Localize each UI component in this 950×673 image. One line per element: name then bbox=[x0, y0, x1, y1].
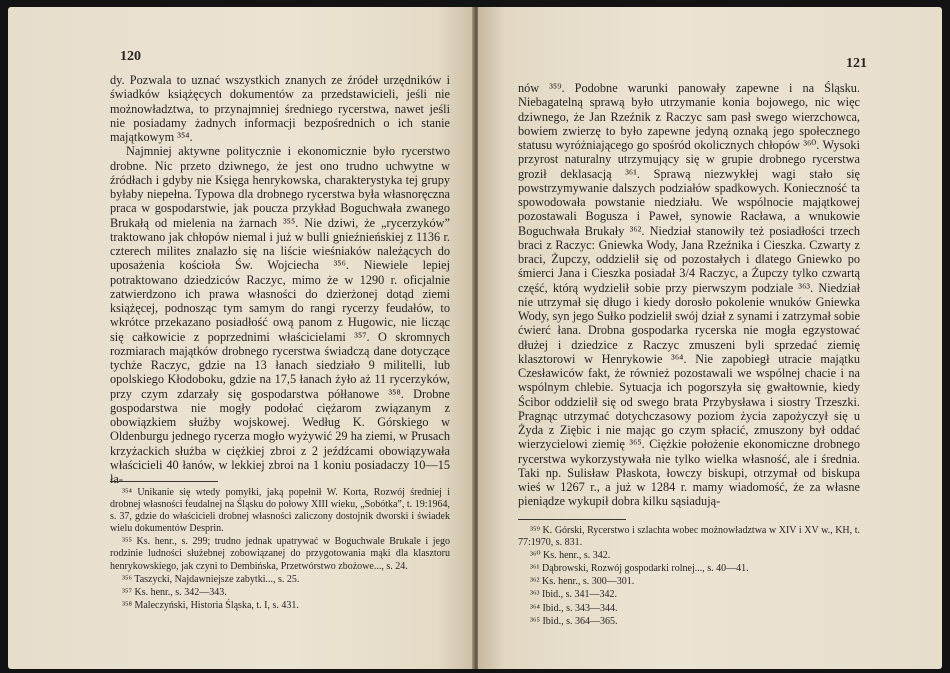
footnote: ³⁶¹ Dąbrowski, Rozwój gospodarki rolnej..., s. 40—41. bbox=[530, 563, 749, 575]
footnote: ³⁶² Ks. henr., s. 300—301. bbox=[530, 576, 635, 588]
paragraph: Najmniej aktywne politycznie i ekonomicznie było rycerstwo drobne. Nic przeto dziwnego, że jest ono trudno uchwytne w źródłach i gdyby nie Księga henrykowska, charakterystyka tej grupy byłaby niepełna. Typowa dla drobnego rycerstwa była własnoręczna praca w gospodarstwie, jak poucza przykład Boguchwała zwanego Brukałą od mielenia na żarnach ³⁵⁵. Nie dziwi, że „rycerzyków” traktowano jak chłopów niemal i już w bulli gnieźnieńskiej z 1136 r. czterech milites znalazło się na liście wieśniaków należących do uposażenia kościoła Św. Wojciecha ³⁵⁶. Niewiele lepiej potraktowano dziedziców Raczyc, mimo że w 1290 r. oficjalnie zatwierdzono ich prawa własności do dzierżonej dotąd ziemi książęcej, podnosząc tym samym do rangi rycerzy feudałów, to wkrótce przekazano posiadłość ową panom z Hugowic, nie licząc się całkowicie z poprzednimi właścicielami ³⁵⁷. O skromnych rozmiarach majątków drobnego rycerstwa świadczą dane dotyczące tychże Raczyc, gdzie na 13 łanach siedziało 9 militelli, lub opolskiego Kłodoboku, gdzie na 17,5 łanach żyło aż 11 rycerzyków, przy czym zdarzały się gospodarstwa półłanowe ³⁵⁸. Drobne gospodarstwa nie mogły podołać ciężarom związanym z obowiązkiem służby wojskowej. Według K. Górskiego w Oldenburgu jednego rycerza mogło wyżywić 29 ha ziemi, w Prusach krzyżackich służba w ciężkiej zbroi z 2 jeźdźcami obowiązywała właścicieli 40 łanów, w lekkiej zbroi na 1 koniu posiadaczy 10—15 ła- bbox=[110, 144, 450, 486]
footnote: ³⁶⁰ Ks. henr., s. 342. bbox=[530, 550, 611, 562]
footnote: ³⁵⁶ Taszycki, Najdawniejsze zabytki..., s. 25. bbox=[122, 573, 300, 585]
page-number: 120 bbox=[120, 49, 141, 64]
footnote: ³⁵⁵ Ks. henr., s. 299; trudno jednak upatrywać w Boguchwale Brukale i jego rodzinie ludności służebnej zobowiązanej do przygotowania mąki dla klasztoru henrykowskiego, jak czyni to Dembińska, Przetwórstwo zbożowe..., s. 24. bbox=[110, 536, 450, 572]
paragraph: dy. Pozwala to uznać wszystkich znanych ze źródeł urzędników i świadków książęcych dokumentów za przedstawicieli, jeśli nie możnowładztwa, to przynajmniej średniego rycerstwa, nawet jeśli nie posiadamy żadnych informacji bezpośrednich o ich stanie majątkowym ³⁵⁴. bbox=[110, 73, 450, 144]
footnotes bbox=[110, 487, 450, 613]
left-page bbox=[8, 7, 474, 669]
footnote: ³⁵⁴ Unikanie się wtedy pomyłki, jaką popełnił W. Korta, Rozwój średniej i drobnej własności feudalnej na Śląsku do połowy XIII wieku, „Sobótka”, t. 19:1964, s. 37, gdzie do właścicieli drobnej własności zaliczony dostojnik dworski i świadek wielu dokumentów Desprin. bbox=[110, 487, 450, 535]
page-number: 121 bbox=[846, 56, 867, 71]
footnote: ³⁵⁸ Maleczyński, Historia Śląska, t. I, s. 431. bbox=[122, 599, 299, 611]
footnote: ³⁵⁷ Ks. henr., s. 342—343. bbox=[122, 586, 227, 598]
footnote: ³⁶³ Ibid., s. 341—342. bbox=[530, 589, 617, 601]
footnotes bbox=[518, 525, 860, 629]
footnote: ³⁶⁵ Ibid., s. 364—365. bbox=[530, 615, 618, 627]
page-body-text bbox=[110, 73, 450, 486]
footnote: ³⁶⁴ Ibid., s. 343—344. bbox=[530, 602, 618, 614]
paragraph: nów ³⁵⁹. Podobne warunki panowały zapewne i na Śląsku. Niebagatelną sprawą było utrzymanie konia bojowego, nic więc dziwnego, że Jan Rzeźnik z Raczyc sam pasł swego wierzchowca, bowiem zwierzę to było zapewne jedyną oznaką jego społecznego statusu wyróżniającego go spośród okolicznych chłopów ³⁶⁰. Wysoki przyrost naturalny utrzymujący się w grupie drobnego rycerstwa groził deklasacją ³⁶¹. Sprawą niezwykłej wagi stało się powstrzymywanie dalszych podziałów spadkowych. Konieczność ta spowodowała powstanie niedziału. We wspólnocie majątkowej pozostawali Bogusza i Paweł, synowie Racława, a wnukowie Boguchwała Brukały ³⁶². Niedział stanowiły też posiadłości trzech braci z Raczyc: Gniewka Wody, Jana Rzeźnika i Cieszka. Czwarty z braci, Żupczy, oddzielił się od pozostałych i dlatego Gniewko po śmierci Jana i Cieszka posiadał 3/4 Raczyc, a Żupczy tylko czwartą część, którą wydzielił sobie przy pierwszym podziale ³⁶³. Niedział nie utrzymał się długo i kiedy dorosło pokolenie wnuków Gniewka Wody, syn jego Sułko podzielił swój dział z synami i zatrzymał sobie ćwierć łana. Drobna gospodarka rycerska nie mogła egzystować dłużej i dziedzice z Raczyc zmuszeni byli sprzedać ziemię klasztorowi w Henrykowie ³⁶⁴. Nie zapobiegł utracie majątku Czesławiców fakt, że również pozostawali we wspólnej chacie i na wspólnym chlebie. Sytuacja ich pogorszyła się gwałtownie, kiedy Ścibor oddzielił się od swego brata Przybysława i siostry Trzeszki. Pragnąc utrzymać dotychczasowy poziom życia zapożyczył się u Żyda z Ziębic i nie mając go czym spłacić, zmuszony był oddać wierzycielowi ziemię ³⁶⁵. Ciężkie położenie ekonomiczne drobnego rycerstwa wykorzystywała nie tylko wielka własność, ale i średnia. Taki np. Sulisław Płaskota, łowczy biskupi, otrzymał od biskupa wieś w 1267 r., a już w 1284 r. mamy wiadomość, że za własne pieniądze wykupił dobra kilku sąsiadują- bbox=[518, 81, 860, 509]
right-page bbox=[478, 7, 942, 669]
book-spread bbox=[8, 7, 942, 669]
page-body-text bbox=[518, 81, 860, 509]
footnote-rule bbox=[110, 481, 218, 482]
footnote: ³⁵⁹ K. Górski, Rycerstwo i szlachta wobec możnowładztwa w XIV i XV w., KH, t. 77:1970, s. 831. bbox=[518, 525, 860, 549]
footnote-rule bbox=[518, 519, 626, 520]
